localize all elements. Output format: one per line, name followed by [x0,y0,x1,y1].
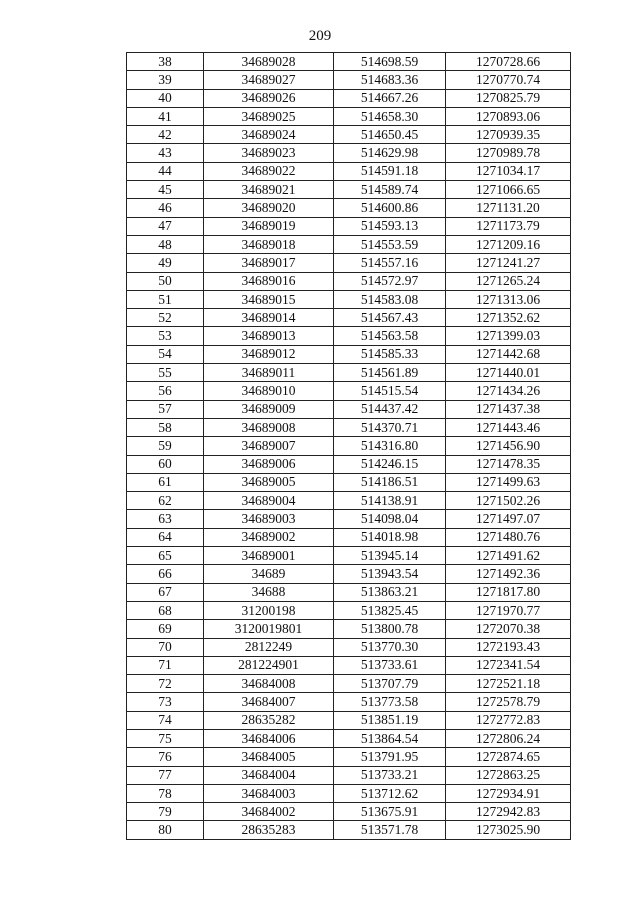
table-row [127,693,571,711]
x-coordinate-cell: 514629.98 [334,144,446,162]
row-number-cell: 64 [127,528,204,546]
table-row [127,327,571,345]
table-row [127,492,571,510]
row-number-cell: 42 [127,126,204,144]
x-coordinate-cell: 514557.16 [334,254,446,272]
table-row [127,748,571,766]
point-id-cell: 34684005 [204,748,334,766]
table-row [127,382,571,400]
x-coordinate-cell: 514698.59 [334,53,446,71]
row-number-cell: 52 [127,309,204,327]
y-coordinate-cell: 1270939.35 [446,126,571,144]
y-coordinate-cell: 1271502.26 [446,492,571,510]
table-row [127,766,571,784]
y-coordinate-cell: 1273025.90 [446,821,571,839]
y-coordinate-cell: 1272874.65 [446,748,571,766]
table-row [127,729,571,747]
x-coordinate-cell: 514098.04 [334,510,446,528]
row-number-cell: 53 [127,327,204,345]
y-coordinate-cell: 1271456.90 [446,437,571,455]
row-number-cell: 55 [127,364,204,382]
table-row [127,620,571,638]
table-row [127,821,571,839]
x-coordinate-cell: 513863.21 [334,583,446,601]
row-number-cell: 44 [127,162,204,180]
point-id-cell: 34689006 [204,455,334,473]
y-coordinate-cell: 1272934.91 [446,784,571,802]
row-number-cell: 39 [127,71,204,89]
x-coordinate-cell: 514667.26 [334,89,446,107]
point-id-cell: 34689001 [204,547,334,565]
row-number-cell: 46 [127,199,204,217]
point-id-cell: 34689005 [204,473,334,491]
x-coordinate-cell: 513571.78 [334,821,446,839]
table-row [127,418,571,436]
row-number-cell: 70 [127,638,204,656]
row-number-cell: 54 [127,345,204,363]
row-number-cell: 73 [127,693,204,711]
point-id-cell: 34689020 [204,199,334,217]
x-coordinate-cell: 513733.21 [334,766,446,784]
point-id-cell: 34689021 [204,181,334,199]
point-id-cell: 34689004 [204,492,334,510]
y-coordinate-cell: 1271497.07 [446,510,571,528]
point-id-cell: 34689023 [204,144,334,162]
table-row [127,126,571,144]
point-id-cell: 3120019801 [204,620,334,638]
y-coordinate-cell: 1271478.35 [446,455,571,473]
y-coordinate-cell: 1271970.77 [446,601,571,619]
point-id-cell: 34689013 [204,327,334,345]
y-coordinate-cell: 1271443.46 [446,418,571,436]
row-number-cell: 41 [127,107,204,125]
table-row [127,107,571,125]
row-number-cell: 78 [127,784,204,802]
table-row [127,144,571,162]
y-coordinate-cell: 1271480.76 [446,528,571,546]
y-coordinate-cell: 1271440.01 [446,364,571,382]
table-row [127,547,571,565]
x-coordinate-cell: 513800.78 [334,620,446,638]
x-coordinate-cell: 514186.51 [334,473,446,491]
point-id-cell: 34689022 [204,162,334,180]
point-id-cell: 34684002 [204,803,334,821]
table-row [127,71,571,89]
table-row [127,309,571,327]
x-coordinate-cell: 514553.59 [334,235,446,253]
point-id-cell: 34689 [204,565,334,583]
y-coordinate-cell: 1272578.79 [446,693,571,711]
x-coordinate-cell: 514650.45 [334,126,446,144]
y-coordinate-cell: 1271491.62 [446,547,571,565]
point-id-cell: 28635283 [204,821,334,839]
table-row [127,528,571,546]
point-id-cell: 34689011 [204,364,334,382]
row-number-cell: 66 [127,565,204,583]
x-coordinate-cell: 514018.98 [334,528,446,546]
row-number-cell: 74 [127,711,204,729]
row-number-cell: 56 [127,382,204,400]
y-coordinate-cell: 1272341.54 [446,656,571,674]
x-coordinate-cell: 513712.62 [334,784,446,802]
table-row [127,583,571,601]
row-number-cell: 45 [127,181,204,199]
row-number-cell: 67 [127,583,204,601]
point-id-cell: 34689019 [204,217,334,235]
row-number-cell: 43 [127,144,204,162]
row-number-cell: 38 [127,53,204,71]
row-number-cell: 61 [127,473,204,491]
page-number: 209 [308,28,332,44]
x-coordinate-cell: 514600.86 [334,199,446,217]
table-row [127,437,571,455]
y-coordinate-cell: 1270825.79 [446,89,571,107]
table-row [127,784,571,802]
point-id-cell: 34684004 [204,766,334,784]
x-coordinate-cell: 513675.91 [334,803,446,821]
point-id-cell: 34689014 [204,309,334,327]
point-id-cell: 34689027 [204,71,334,89]
y-coordinate-cell: 1272942.83 [446,803,571,821]
x-coordinate-cell: 514316.80 [334,437,446,455]
point-id-cell: 34689025 [204,107,334,125]
x-coordinate-cell: 514563.58 [334,327,446,345]
point-id-cell: 34684008 [204,675,334,693]
y-coordinate-cell: 1270989.78 [446,144,571,162]
row-number-cell: 68 [127,601,204,619]
table-row [127,400,571,418]
row-number-cell: 63 [127,510,204,528]
y-coordinate-cell: 1270770.74 [446,71,571,89]
y-coordinate-cell: 1271265.24 [446,272,571,290]
y-coordinate-cell: 1272863.25 [446,766,571,784]
table-row [127,254,571,272]
row-number-cell: 57 [127,400,204,418]
point-id-cell: 34689018 [204,235,334,253]
table-row [127,272,571,290]
table-row [127,217,571,235]
x-coordinate-cell: 514583.08 [334,290,446,308]
y-coordinate-cell: 1272772.83 [446,711,571,729]
x-coordinate-cell: 514683.36 [334,71,446,89]
point-id-cell: 34688 [204,583,334,601]
y-coordinate-cell: 1271352.62 [446,309,571,327]
y-coordinate-cell: 1271066.65 [446,181,571,199]
row-number-cell: 77 [127,766,204,784]
point-id-cell: 34689012 [204,345,334,363]
x-coordinate-cell: 514515.54 [334,382,446,400]
row-number-cell: 58 [127,418,204,436]
table-row [127,345,571,363]
table-row [127,89,571,107]
table-row [127,711,571,729]
y-coordinate-cell: 1271173.79 [446,217,571,235]
coordinates-table-body [127,53,571,840]
x-coordinate-cell: 513943.54 [334,565,446,583]
y-coordinate-cell: 1272193.43 [446,638,571,656]
table-row [127,455,571,473]
table-row [127,601,571,619]
x-coordinate-cell: 514572.97 [334,272,446,290]
table-row [127,199,571,217]
x-coordinate-cell: 513851.19 [334,711,446,729]
point-id-cell: 34684003 [204,784,334,802]
table-row [127,181,571,199]
x-coordinate-cell: 513945.14 [334,547,446,565]
point-id-cell: 34684007 [204,693,334,711]
point-id-cell: 2812249 [204,638,334,656]
y-coordinate-cell: 1271241.27 [446,254,571,272]
row-number-cell: 47 [127,217,204,235]
table-row [127,53,571,71]
y-coordinate-cell: 1270728.66 [446,53,571,71]
x-coordinate-cell: 514589.74 [334,181,446,199]
point-id-cell: 28635282 [204,711,334,729]
x-coordinate-cell: 514593.13 [334,217,446,235]
point-id-cell: 34689008 [204,418,334,436]
y-coordinate-cell: 1272070.38 [446,620,571,638]
y-coordinate-cell: 1271437.38 [446,400,571,418]
x-coordinate-cell: 513791.95 [334,748,446,766]
table-row [127,565,571,583]
point-id-cell: 34689003 [204,510,334,528]
table-row [127,364,571,382]
table-row [127,638,571,656]
table-row [127,510,571,528]
row-number-cell: 40 [127,89,204,107]
y-coordinate-cell: 1271499.63 [446,473,571,491]
point-id-cell: 34684006 [204,729,334,747]
row-number-cell: 69 [127,620,204,638]
row-number-cell: 79 [127,803,204,821]
point-id-cell: 34689017 [204,254,334,272]
point-id-cell: 34689028 [204,53,334,71]
point-id-cell: 34689015 [204,290,334,308]
y-coordinate-cell: 1271442.68 [446,345,571,363]
point-id-cell: 34689024 [204,126,334,144]
row-number-cell: 75 [127,729,204,747]
point-id-cell: 34689026 [204,89,334,107]
y-coordinate-cell: 1271131.20 [446,199,571,217]
table-row [127,290,571,308]
x-coordinate-cell: 513773.58 [334,693,446,711]
y-coordinate-cell: 1271034.17 [446,162,571,180]
y-coordinate-cell: 1272521.18 [446,675,571,693]
x-coordinate-cell: 513733.61 [334,656,446,674]
row-number-cell: 72 [127,675,204,693]
point-id-cell: 281224901 [204,656,334,674]
x-coordinate-cell: 513825.45 [334,601,446,619]
row-number-cell: 62 [127,492,204,510]
y-coordinate-cell: 1271313.06 [446,290,571,308]
y-coordinate-cell: 1271492.36 [446,565,571,583]
row-number-cell: 51 [127,290,204,308]
y-coordinate-cell: 1272806.24 [446,729,571,747]
y-coordinate-cell: 1271817.80 [446,583,571,601]
row-number-cell: 80 [127,821,204,839]
point-id-cell: 34689009 [204,400,334,418]
x-coordinate-cell: 514585.33 [334,345,446,363]
y-coordinate-cell: 1270893.06 [446,107,571,125]
y-coordinate-cell: 1271434.26 [446,382,571,400]
y-coordinate-cell: 1271399.03 [446,327,571,345]
table-row [127,803,571,821]
point-id-cell: 34689002 [204,528,334,546]
table-row [127,162,571,180]
x-coordinate-cell: 514658.30 [334,107,446,125]
x-coordinate-cell: 513770.30 [334,638,446,656]
row-number-cell: 49 [127,254,204,272]
point-id-cell: 34689010 [204,382,334,400]
table-row [127,473,571,491]
row-number-cell: 60 [127,455,204,473]
x-coordinate-cell: 513707.79 [334,675,446,693]
table-row [127,675,571,693]
x-coordinate-cell: 514591.18 [334,162,446,180]
row-number-cell: 59 [127,437,204,455]
row-number-cell: 48 [127,235,204,253]
point-id-cell: 34689007 [204,437,334,455]
y-coordinate-cell: 1271209.16 [446,235,571,253]
x-coordinate-cell: 514561.89 [334,364,446,382]
row-number-cell: 50 [127,272,204,290]
table-row [127,235,571,253]
point-id-cell: 34689016 [204,272,334,290]
table-row [127,656,571,674]
coordinates-table [126,52,571,840]
x-coordinate-cell: 513864.54 [334,729,446,747]
x-coordinate-cell: 514567.43 [334,309,446,327]
x-coordinate-cell: 514138.91 [334,492,446,510]
row-number-cell: 65 [127,547,204,565]
x-coordinate-cell: 514437.42 [334,400,446,418]
x-coordinate-cell: 514370.71 [334,418,446,436]
row-number-cell: 71 [127,656,204,674]
x-coordinate-cell: 514246.15 [334,455,446,473]
row-number-cell: 76 [127,748,204,766]
point-id-cell: 31200198 [204,601,334,619]
